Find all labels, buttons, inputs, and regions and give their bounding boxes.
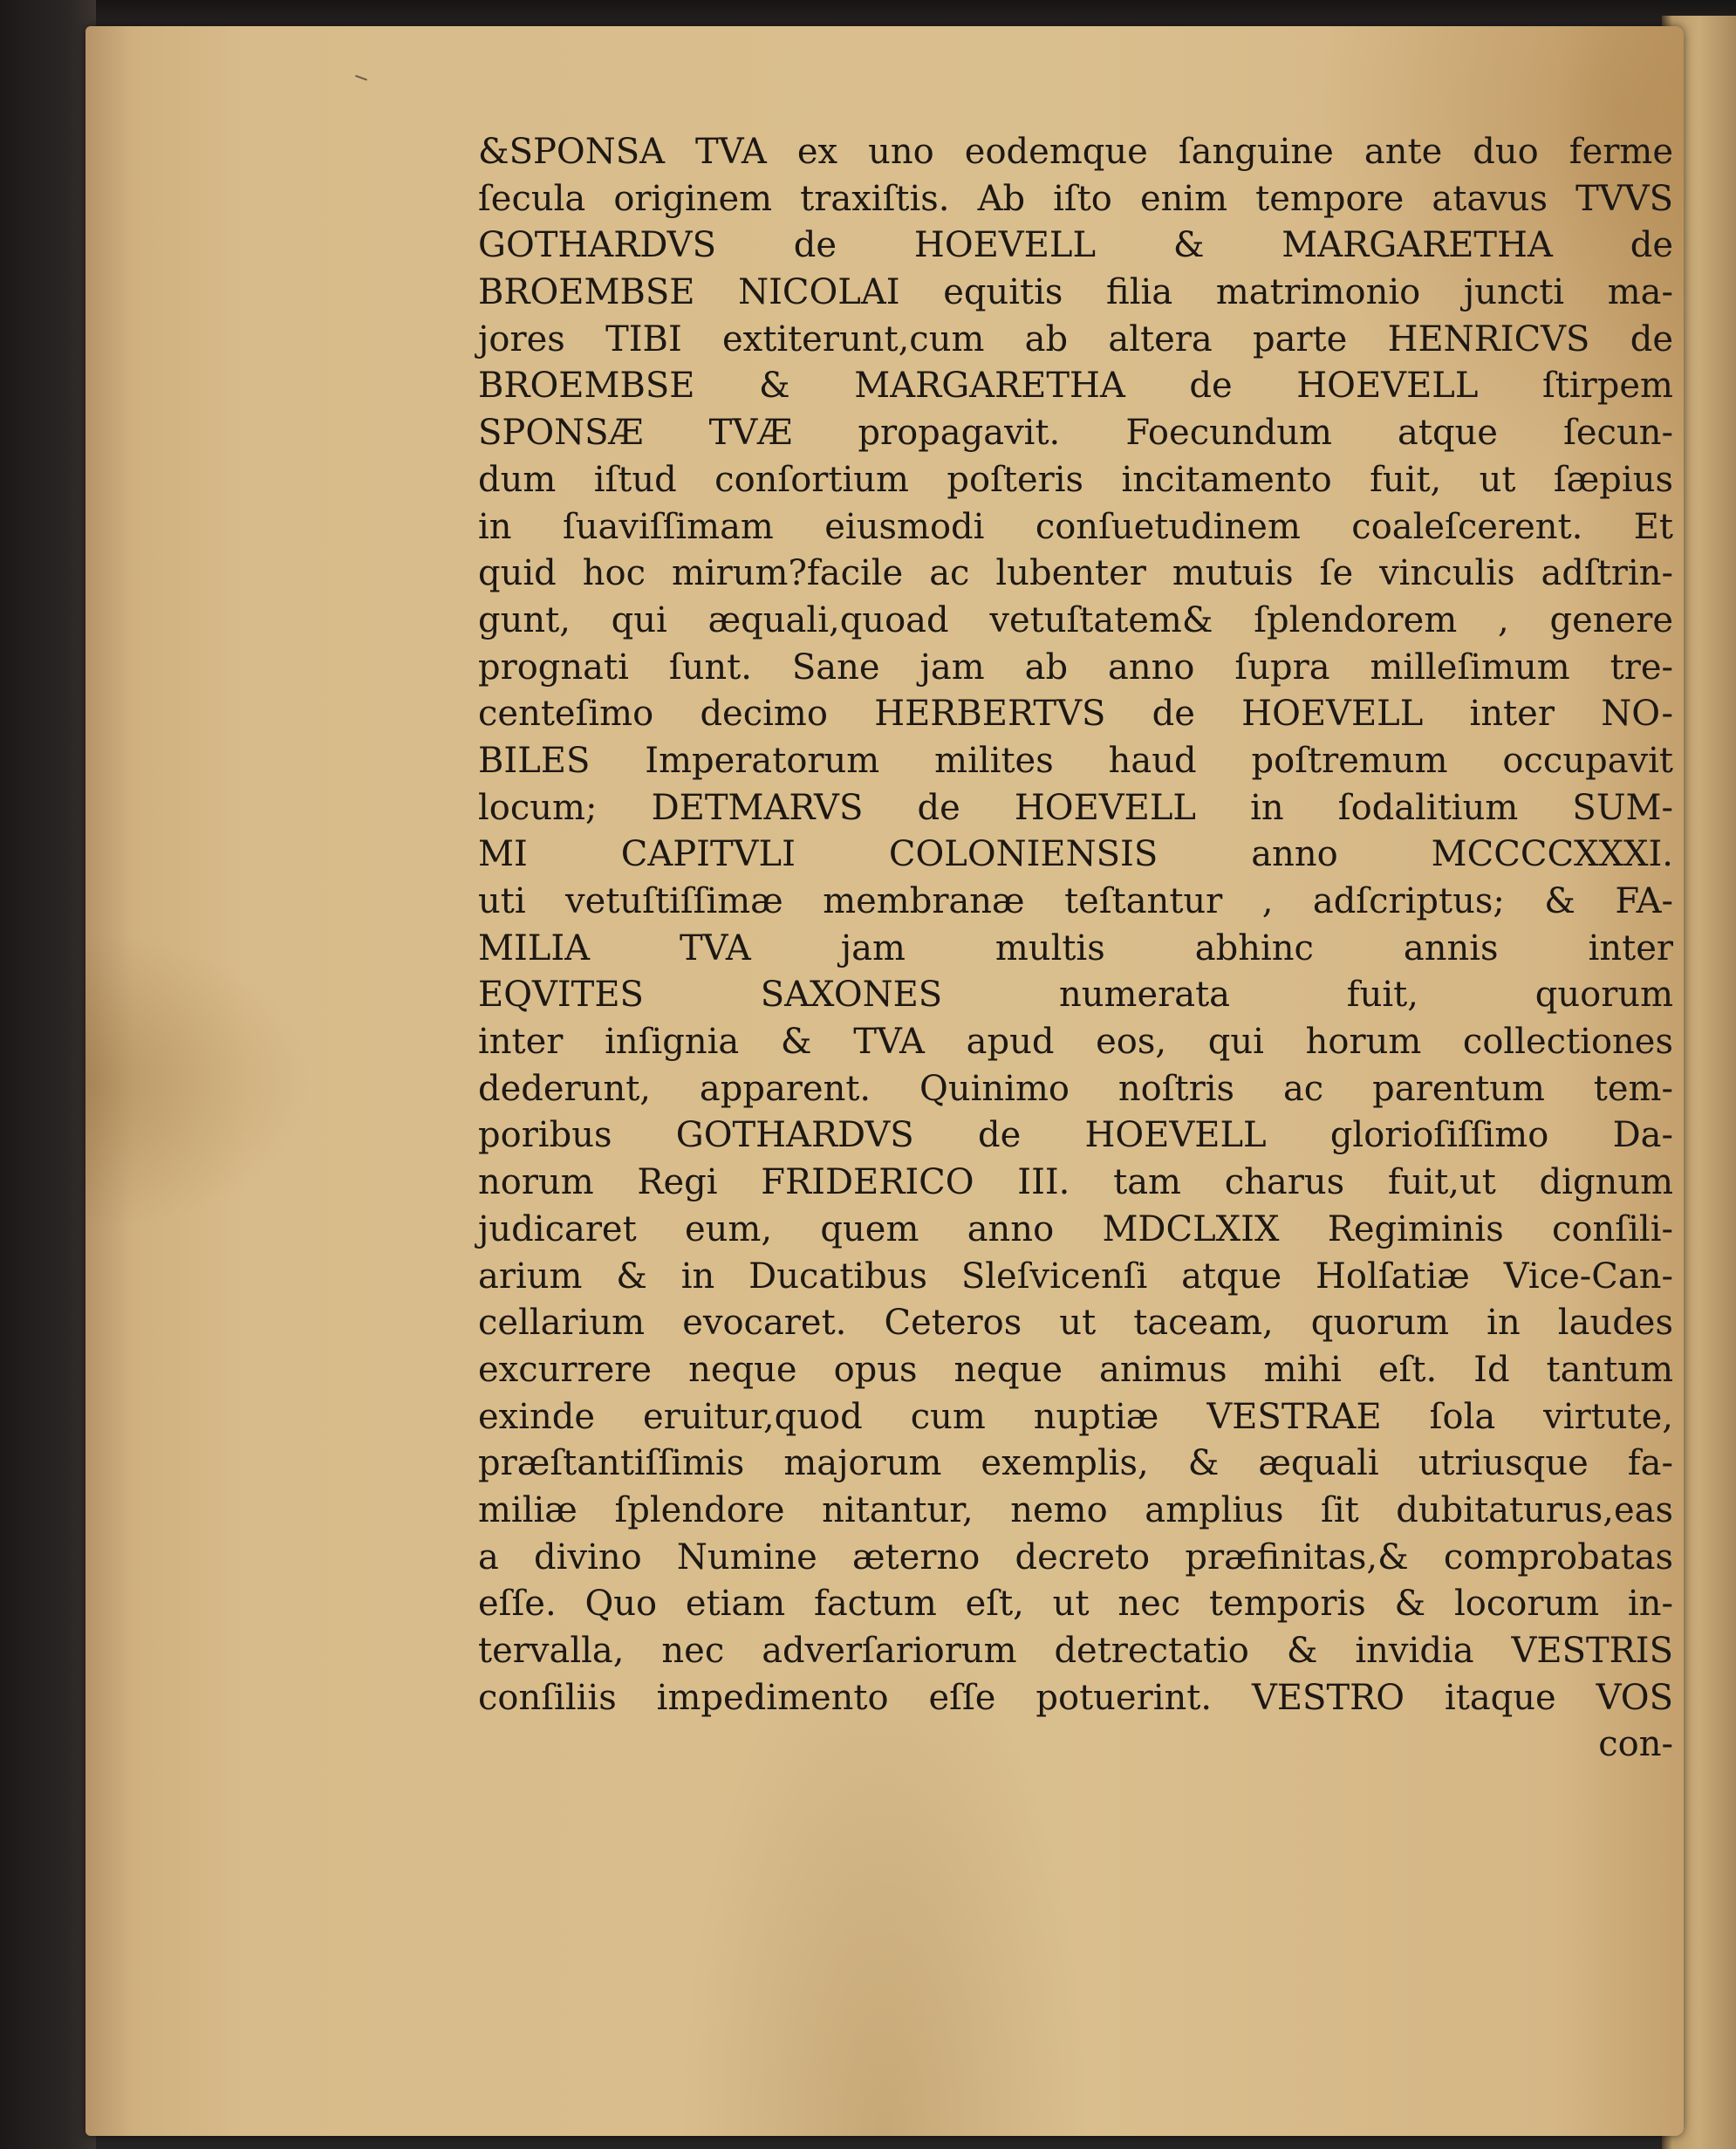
text-line: præſtantiſſimis majorum exemplis, & æquali utriusque fa- bbox=[478, 1443, 1673, 1484]
page-corner-mark bbox=[353, 75, 367, 86]
text-line: EQVITES SAXONES numerata fuit, quorum bbox=[478, 975, 1673, 1016]
text-line: SPONSÆ TVÆ propagavit. Foecundum atque ſecun- bbox=[478, 413, 1673, 454]
catchword: con- bbox=[1598, 1724, 1673, 1765]
text-line: conſiliis impedimento eſſe potuerint. VESTRO itaque VOS bbox=[478, 1677, 1673, 1718]
scan-background-left bbox=[0, 0, 96, 2149]
text-line: in ſuaviſſimam eiusmodi conſuetudinem coaleſcerent. Et bbox=[478, 506, 1673, 547]
text-line: &SPONSA TVA ex uno eodemque ſanguine ante duo ferme bbox=[478, 132, 1673, 172]
text-line: poribus GOTHARDVS de HOEVELL glorioſiſſimo Da- bbox=[478, 1115, 1673, 1156]
text-line: MILIA TVA jam multis abhinc annis inter bbox=[478, 927, 1673, 968]
text-line: GOTHARDVS de HOEVELL & MARGARETHA de bbox=[478, 225, 1673, 266]
text-line: locum; DETMARVS de HOEVELL in ſodalitium SUM- bbox=[478, 787, 1673, 828]
text-line: BILES Imperatorum milites haud poſtremum occupavit bbox=[478, 740, 1673, 781]
page-text-block bbox=[478, 129, 1673, 1769]
text-line: ſecula originem traxiſtis. Ab iſto enim tempore atavus TVVS bbox=[478, 178, 1673, 219]
text-line: BROEMBSE & MARGARETHA de HOEVELL ſtirpem bbox=[478, 366, 1673, 407]
text-line: dederunt, apparent. Quinimo noſtris ac parentum tem- bbox=[478, 1068, 1673, 1109]
text-line: gunt, qui æquali,quoad vetuſtatem& ſplendorem , genere bbox=[478, 599, 1673, 640]
text-line: dum iſtud conſortium poſteris incitamento fuit, ut ſæpius bbox=[478, 459, 1673, 500]
text-line: exinde eruitur,quod cum nuptiæ VESTRAE ſola virtute, bbox=[478, 1396, 1673, 1437]
text-line: norum Regi FRIDERICO III. tam charus fuit,ut dignum bbox=[478, 1162, 1673, 1203]
text-line: excurrere neque opus neque animus mihi eſt. Id tantum bbox=[478, 1349, 1673, 1390]
text-line: quid hoc mirum?facile ac lubenter mutuis ſe vinculis adſtrin- bbox=[478, 553, 1673, 594]
text-line: arium & in Ducatibus Sleſvicenſi atque Holſatiæ Vice-Can- bbox=[478, 1256, 1673, 1297]
text-line: MI CAPITVLI COLONIENSIS anno MCCCCXXXI. bbox=[478, 834, 1673, 875]
text-line: miliæ ſplendore nitantur, nemo amplius ſit dubitaturus,eas bbox=[478, 1489, 1673, 1530]
text-line: judicaret eum, quem anno MDCLXIX Regiminis conſili- bbox=[478, 1208, 1673, 1249]
text-line: cellarium evocaret. Ceteros ut taceam, quorum in laudes bbox=[478, 1303, 1673, 1344]
book-page bbox=[85, 26, 1684, 2136]
text-line: uti vetuſtiſſimæ membranæ teſtantur , adſcriptus; & FA- bbox=[478, 881, 1673, 921]
text-line: eſſe. Quo etiam factum eſt, ut nec temporis & locorum in- bbox=[478, 1584, 1673, 1625]
text-line: centeſimo decimo HERBERTVS de HOEVELL inter NO- bbox=[478, 694, 1673, 735]
text-line: jores TIBI extiterunt,cum ab altera parte HENRICVS de bbox=[478, 318, 1673, 359]
text-line: inter inſignia & TVA apud eos, qui horum collectiones bbox=[478, 1022, 1673, 1063]
text-line: a divino Numine æterno decreto præfinitas,& comprobatas bbox=[478, 1536, 1673, 1578]
text-line: tervalla, nec adverſariorum detrectatio & invidia VESTRIS bbox=[478, 1631, 1673, 1671]
text-line: BROEMBSE NICOLAI equitis filia matrimonio juncti ma- bbox=[478, 272, 1673, 313]
text-line: prognati ſunt. Sane jam ab anno ſupra milleſimum tre- bbox=[478, 647, 1673, 688]
